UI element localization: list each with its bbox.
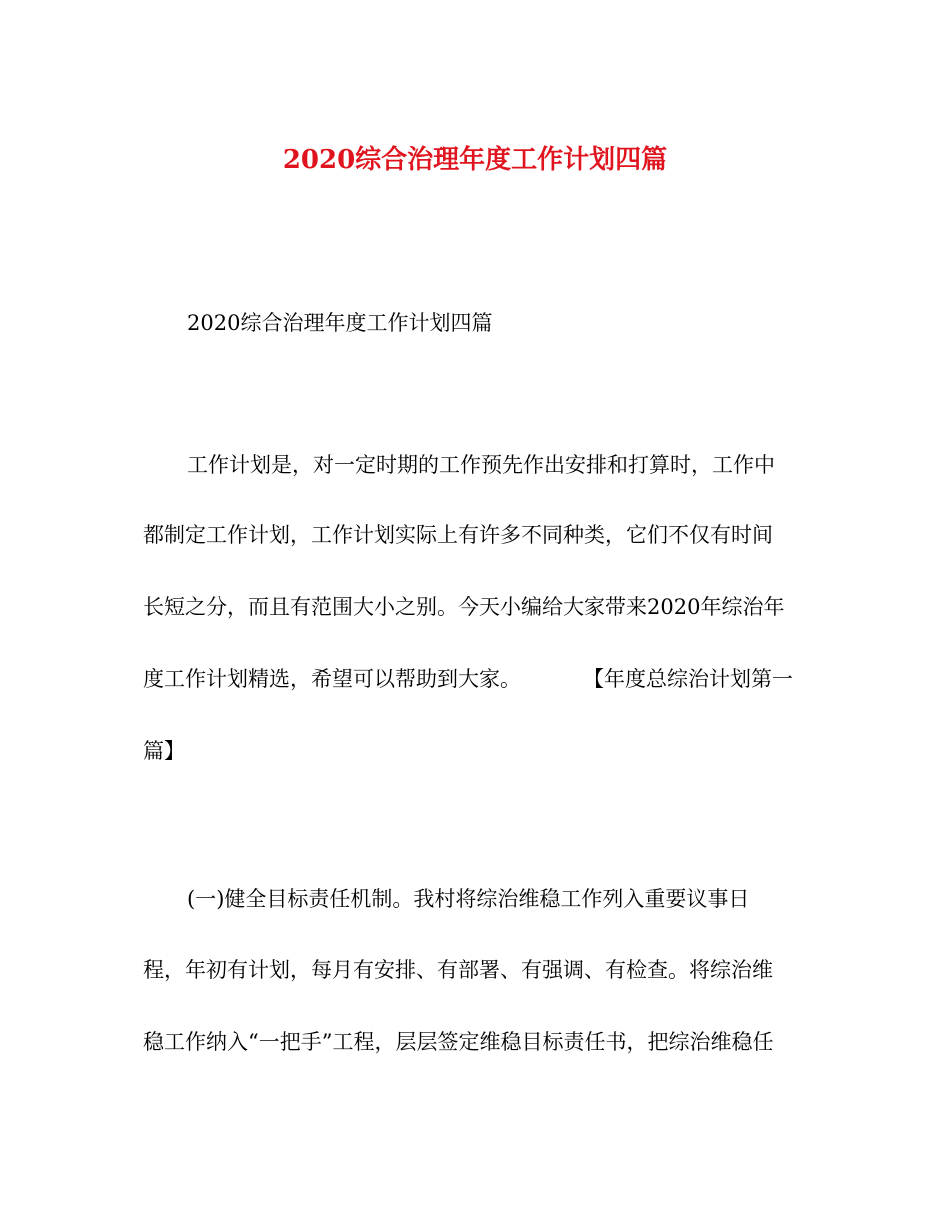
body-line-2: 程，年初有计划，每月有安排、有部署、有强调、有检查。将综治维 (143, 958, 773, 982)
body-line-3: 稳工作纳入“一把手”工程，层层签定维稳目标责任书，把综治维稳任 (143, 1030, 774, 1054)
intro-line-4-text: 度工作计划精选，希望可以帮助到大家。 (143, 667, 521, 691)
document-title: 2020综合治理年度工作计划四篇 (282, 145, 668, 175)
intro-line-3: 长短之分，而且有范围大小之别。今天小编给大家带来2020年综治年 (143, 595, 785, 619)
section-marker: 【年度总综治计划第一 (583, 667, 793, 691)
document-subtitle: 2020综合治理年度工作计划四篇 (187, 311, 493, 335)
intro-line-5: 篇】 (143, 739, 185, 763)
intro-line-2: 都制定工作计划，工作计划实际上有许多不同种类，它们不仅有时间 (143, 523, 773, 547)
intro-line-1: 工作计划是，对一定时期的工作预先作出安排和打算时，工作中 (187, 453, 775, 477)
body-line-1: (一)健全目标责任机制。我村将综治维稳工作列入重要议事日 (187, 887, 750, 911)
intro-line-4 (143, 664, 793, 694)
